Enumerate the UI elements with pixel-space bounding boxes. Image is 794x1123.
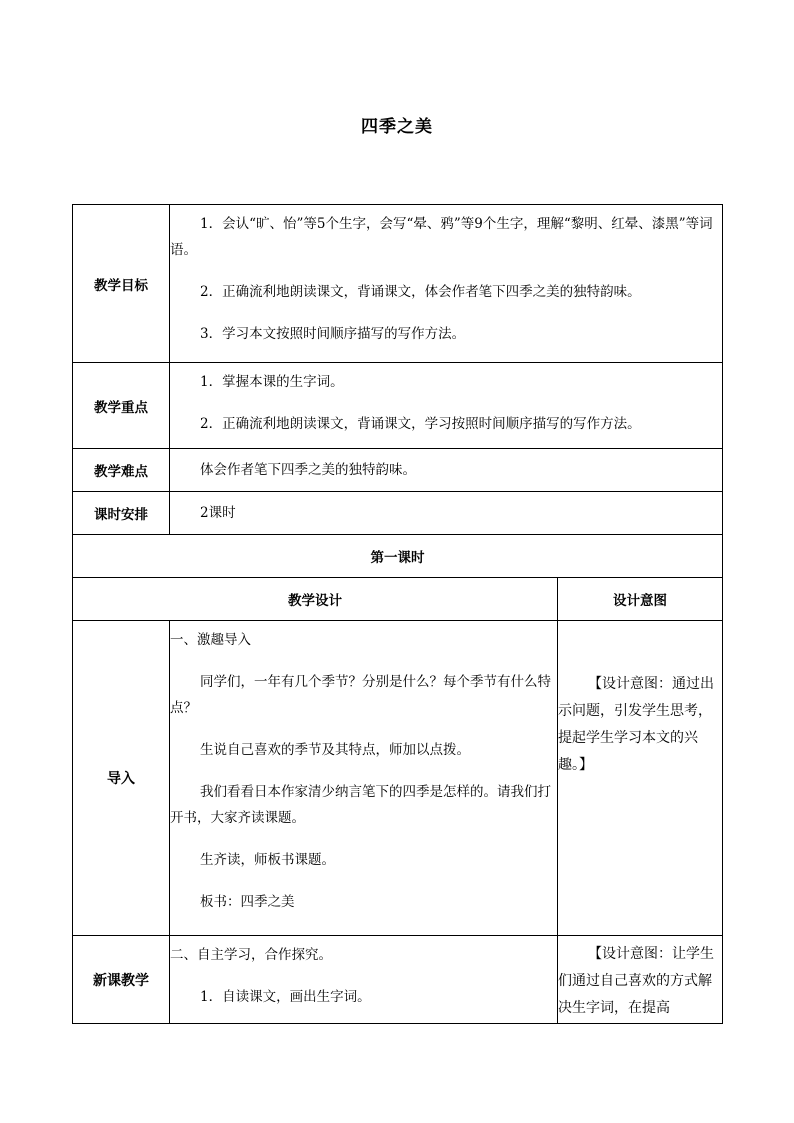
lesson-heading-row <box>73 535 723 578</box>
lesson-plan-table <box>72 204 723 1024</box>
key-points-row <box>73 363 723 449</box>
intro-row <box>73 621 723 936</box>
difficulties-row <box>73 449 723 492</box>
schedule-text: 2课时 <box>200 505 236 521</box>
new-lesson-intent: 【设计意图：让学生们通过自己喜欢的方式解决生字词，在提高 <box>558 946 714 1016</box>
design-column-header: 教学设计 <box>73 578 558 621</box>
objectives-content <box>170 205 723 363</box>
new-lesson-heading: 二、自主学习，合作探究。 <box>170 947 332 963</box>
key-point-item: 1．掌握本课的生字词。 <box>200 374 344 390</box>
difficulties-content <box>170 449 723 492</box>
intro-content <box>170 621 558 936</box>
schedule-content <box>170 492 723 535</box>
objective-item: 3．学习本文按照时间顺序描写的写作方法。 <box>200 326 466 342</box>
intro-heading: 一、激趣导入 <box>170 632 251 648</box>
new-lesson-paragraph: 1．自读课文，画出生字词。 <box>200 989 371 1005</box>
page-title: 四季之美 <box>361 117 433 137</box>
intro-paragraph: 同学们，一年有几个季节？分别是什么？每个季节有什么特点？ <box>170 674 551 716</box>
column-header-row <box>73 578 723 621</box>
schedule-row <box>73 492 723 535</box>
new-lesson-row <box>73 936 723 1024</box>
intro-paragraph: 生齐读，师板书课题。 <box>200 852 335 868</box>
intro-paragraph: 生说自己喜欢的季节及其特点，师加以点拨。 <box>200 742 470 758</box>
objective-item: 2．正确流利地朗读课文，背诵课文，体会作者笔下四季之美的独特韵味。 <box>200 284 641 300</box>
new-lesson-content <box>170 936 558 1024</box>
new-lesson-intent-cell <box>558 936 723 1024</box>
intro-paragraph: 我们看看日本作家清少纳言笔下的四季是怎样的。请我们打开书，大家齐读课题。 <box>170 784 551 826</box>
new-lesson-label: 新课教学 <box>73 936 170 1024</box>
intro-paragraph: 板书：四季之美 <box>200 894 295 910</box>
key-points-content <box>170 363 723 449</box>
objective-item: 1．会认“旷、怡”等5个生字，会写“晕、鸦”等9个生字，理解“黎明、红晕、漆黑”等词语。 <box>170 216 713 258</box>
intro-intent-cell <box>558 621 723 936</box>
intro-intent: 【设计意图：通过出示问题，引发学生思考，提起学生学习本文的兴趣。】 <box>558 676 714 773</box>
schedule-label: 课时安排 <box>73 492 170 535</box>
difficulties-label: 教学难点 <box>73 449 170 492</box>
objectives-label: 教学目标 <box>73 205 170 363</box>
key-points-label: 教学重点 <box>73 363 170 449</box>
difficulties-text: 体会作者笔下四季之美的独特韵味。 <box>200 462 416 478</box>
key-point-item: 2．正确流利地朗读课文，背诵课文，学习按照时间顺序描写的写作方法。 <box>200 416 641 432</box>
first-lesson-heading: 第一课时 <box>73 535 723 578</box>
intro-label: 导入 <box>73 621 170 936</box>
objectives-row <box>73 205 723 363</box>
intent-column-header: 设计意图 <box>558 578 723 621</box>
